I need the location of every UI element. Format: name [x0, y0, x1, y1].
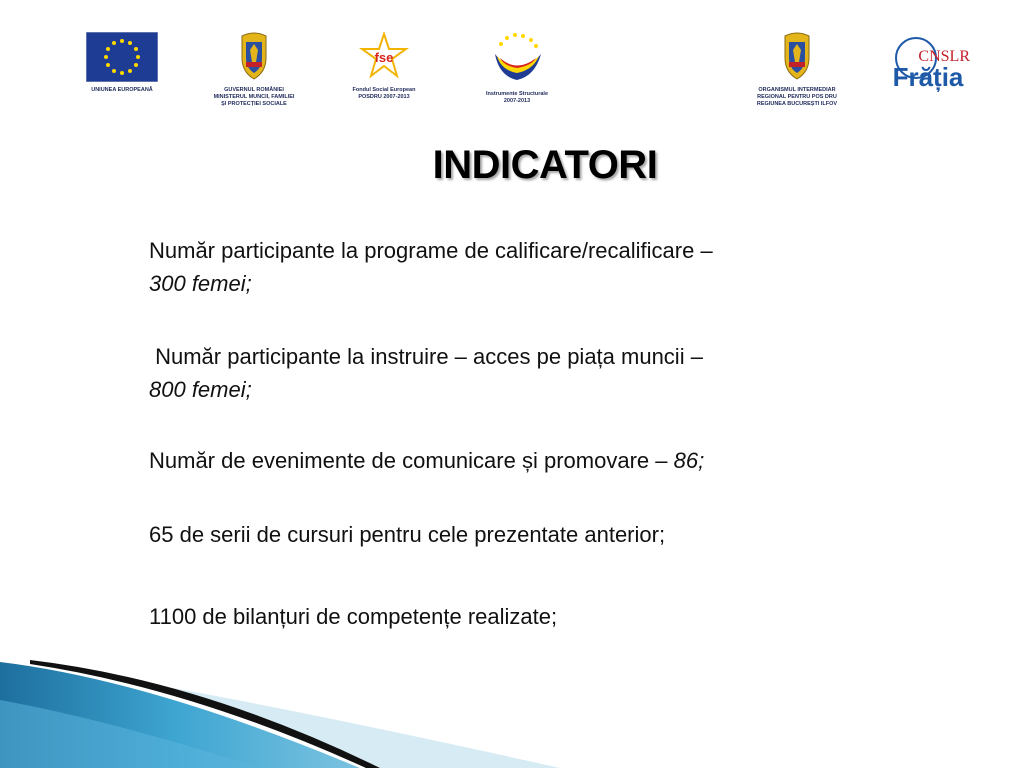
cnslr-top-text: CNSLR: [918, 48, 970, 65]
indicator-value: 800 femei;: [149, 377, 252, 402]
indicator-text: Număr participante la instruire – acces pe piața muncii –: [149, 344, 703, 369]
coat-of-arms-icon: [234, 32, 274, 82]
indicator-value: 300 femei;: [149, 271, 252, 296]
fse-logo: [344, 32, 424, 101]
indicator-text: Număr participante la programe de calificare/recalificare –: [149, 238, 713, 263]
page-title: INDICATORI: [432, 143, 658, 187]
logo-bar: [0, 0, 1024, 125]
government-caption: GUVERNUL ROMÂNIEI MINISTERUL MUNCII, FAMILIEI ȘI PROTECȚIEI SOCIALE: [213, 87, 295, 107]
cnslr-bottom-text: Frăția: [892, 62, 964, 92]
indicator-text: 65 de serii de cursuri pentru cele prezentate anterior;: [149, 522, 666, 547]
decorative-swoosh: [0, 640, 1024, 768]
indicator-text: Număr de evenimente de comunicare și promovare –: [149, 448, 674, 473]
structural-instruments-logo: [476, 32, 558, 105]
indicator-text: 1100 de bilanțuri de competențe realizate;: [149, 604, 558, 629]
eu-caption: UNIUNEA EUROPEANĂ: [91, 87, 153, 93]
indicator-item: [149, 600, 909, 633]
eu-flag-icon: [86, 32, 158, 82]
cnslr-fratia-logo: [878, 34, 978, 96]
fse-caption: Fondul Social European POSDRU 2007-2013: [352, 87, 416, 100]
indicator-item: [149, 518, 909, 551]
fse-logo-icon: [356, 32, 412, 82]
indicator-item: [149, 234, 909, 300]
intermediate-body-caption: ORGANISMUL INTERMEDIAR REGIONAL PENTRU POS DRU REGIUNEA BUCUREȘTI ILFOV: [756, 87, 838, 107]
eu-logo: [84, 32, 160, 94]
fse-mark: fse: [374, 50, 394, 65]
structural-instruments-caption: Instrumente Structurale 2007-2013: [485, 91, 549, 104]
government-logo: [204, 32, 304, 108]
indicator-item: [149, 340, 909, 406]
coat-of-arms-icon: [777, 32, 817, 82]
indicator-value: 86;: [673, 448, 705, 473]
indicator-item: [149, 444, 909, 477]
cnslr-fratia-logo-icon: [878, 34, 978, 96]
intermediate-body-logo: [746, 32, 848, 108]
structural-instruments-icon: [487, 32, 547, 86]
